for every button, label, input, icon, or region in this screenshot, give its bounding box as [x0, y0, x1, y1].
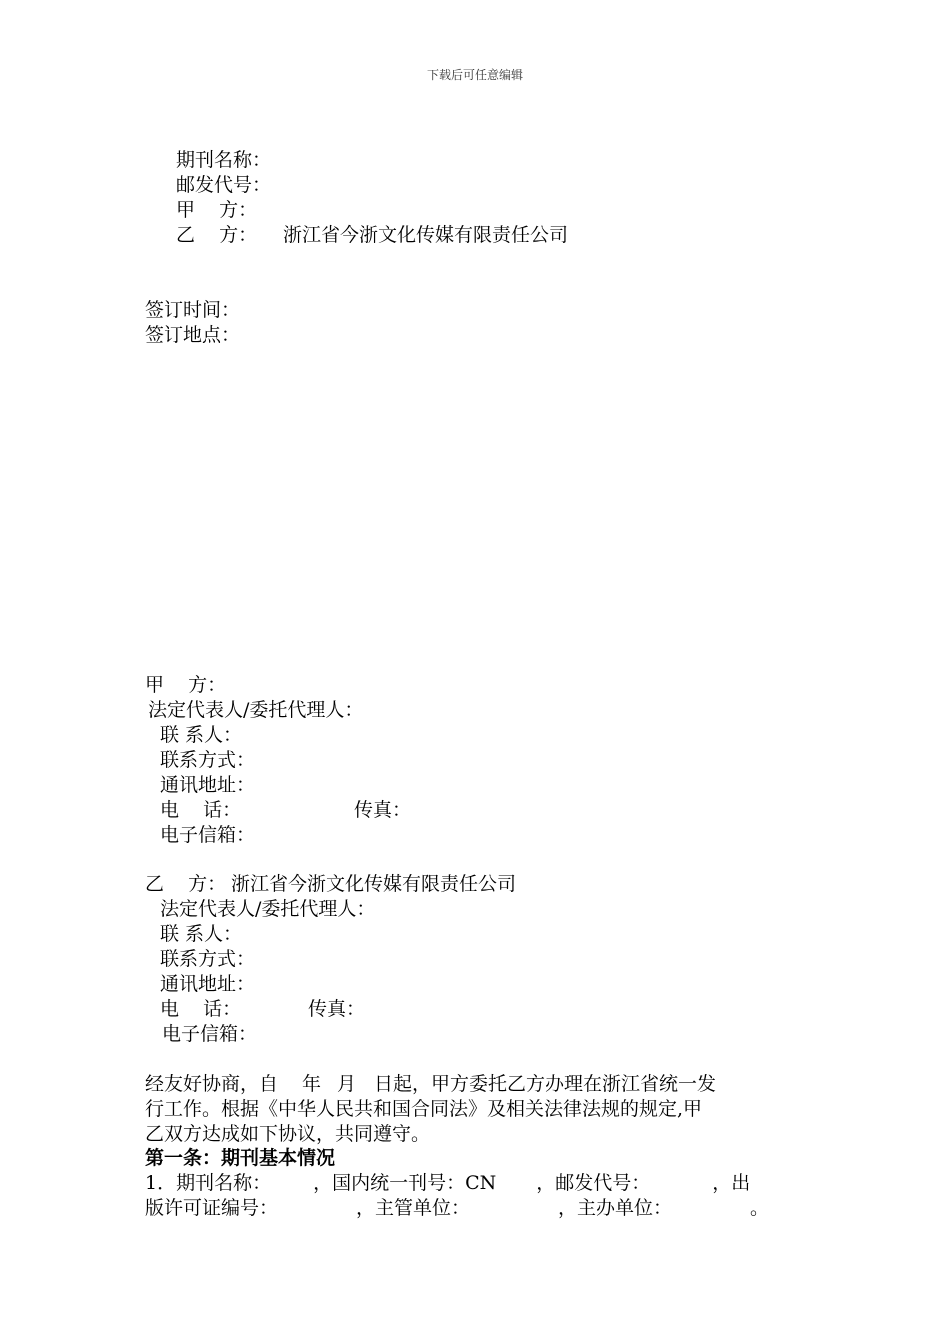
intro-rest: 日起，甲方委托乙方办理在浙江省统一发 — [374, 1073, 717, 1095]
cover-party-b-value: 浙江省今浙文化传媒有限责任公司 — [283, 224, 569, 246]
article-1-title: 第一条：期刊基本情况 — [145, 1147, 336, 1169]
sign-time-label: 签订时间： — [145, 299, 241, 321]
cover-party-a-label: 甲 方： — [176, 199, 258, 221]
article-1-line-1 — [145, 1171, 807, 1195]
header-note: 下载后可任意编辑 — [426, 68, 523, 82]
intro-month: 月 — [337, 1073, 357, 1095]
party-a-phone: 电 话： — [160, 799, 242, 821]
party-b-email: 电子信箱： — [162, 1023, 258, 1045]
sign-place-label: 签订地点： — [145, 324, 241, 346]
article-1-supervisor: ，主管单位： — [356, 1197, 471, 1219]
party-a-email: 电子信箱： — [160, 824, 256, 846]
party-a-contact: 联 系人： — [160, 724, 243, 746]
party-a-address: 通讯地址： — [160, 774, 256, 796]
party-b-heading-label: 乙 方： — [145, 873, 227, 895]
intro-year: 年 — [302, 1073, 322, 1095]
intro-prefix: 经友好协商，自 — [145, 1073, 279, 1095]
intro-line-1 — [145, 1072, 716, 1096]
article-1-permit-prefix: ，出 — [712, 1172, 751, 1194]
party-b-address: 通讯地址： — [160, 973, 256, 995]
article-1-line-2 — [145, 1196, 807, 1220]
cover-party-b-label: 乙 方： — [176, 224, 258, 246]
party-b-contact: 联 系人： — [160, 923, 243, 945]
party-b-fax: 传真： — [308, 998, 366, 1020]
article-1-journal-name: 期刊名称： — [176, 1172, 272, 1194]
article-1-sponsor: ，主办单位： — [558, 1197, 673, 1219]
party-b-contact-method: 联系方式： — [160, 948, 256, 970]
intro-line-3: 乙双方达成如下协议，共同遵守。 — [145, 1123, 431, 1145]
party-a-fax: 传真： — [354, 799, 412, 821]
party-b-legal-rep: 法定代表人/委托代理人： — [160, 898, 376, 920]
article-1-cn: ，国内统一刊号：CN — [313, 1172, 497, 1194]
party-b-phone: 电 话： — [160, 998, 242, 1020]
postal-code-label: 邮发代号： — [176, 174, 272, 196]
article-1-end: 。 — [750, 1197, 770, 1219]
party-a-legal-rep: 法定代表人/委托代理人： — [148, 699, 364, 721]
journal-name-label: 期刊名称： — [176, 149, 272, 171]
party-a-contact-method: 联系方式： — [160, 749, 256, 771]
party-a-heading: 甲 方： — [145, 674, 227, 696]
article-1-postal: ，邮发代号： — [536, 1172, 651, 1194]
article-1-permit: 版许可证编号： — [145, 1197, 279, 1219]
party-b-heading-value: 浙江省今浙文化传媒有限责任公司 — [231, 873, 517, 895]
article-1-item-no: 1． — [145, 1172, 177, 1194]
intro-line-2: 行工作。根据《中华人民共和国合同法》及相关法律法规的规定,甲 — [145, 1098, 703, 1120]
